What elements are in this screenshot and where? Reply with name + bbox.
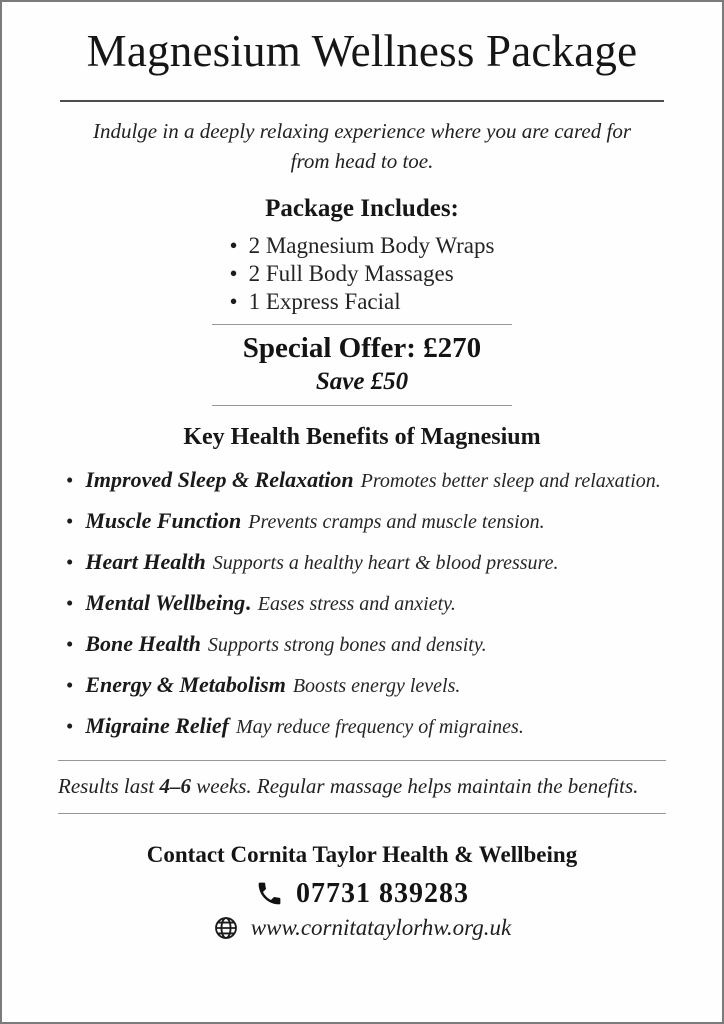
package-list-item	[230, 260, 495, 288]
offer-top-divider	[212, 324, 512, 325]
benefit-description: Eases stress and anxiety.	[257, 593, 456, 616]
website-url: www.cornitataylorhw.org.uk	[250, 914, 512, 940]
bullet-icon: •	[66, 509, 74, 534]
benefit-description: Prevents cramps and muscle tension.	[248, 511, 545, 534]
bullet-icon: •	[66, 468, 74, 493]
page-title: Magnesium Wellness Package	[86, 26, 638, 76]
bullet-icon: •	[229, 232, 238, 258]
benefit-item	[66, 671, 666, 699]
subtitle: Indulge in a deeply relaxing experience where you are cared for from head to toe.	[92, 119, 632, 173]
benefit-item	[66, 548, 666, 576]
benefit-item	[66, 589, 666, 617]
results-bottom-divider	[58, 813, 666, 814]
bullet-icon: •	[229, 289, 238, 315]
package-item-label: 1 Express Facial	[248, 289, 401, 315]
benefits-heading: Key Health Benefits of Magnesium	[183, 423, 541, 450]
special-offer-price: Special Offer: £270	[242, 332, 482, 365]
package-item-label: 2 Magnesium Body Wraps	[248, 232, 495, 258]
benefit-title: Muscle Function	[85, 508, 242, 534]
phone-row	[58, 878, 666, 910]
package-item-label: 2 Full Body Massages	[248, 260, 454, 286]
benefit-title: Mental Wellbeing	[85, 590, 246, 616]
title-underline-rule	[60, 100, 664, 102]
benefit-description: May reduce frequency of migraines.	[235, 716, 524, 739]
bullet-icon: •	[66, 550, 74, 575]
results-note-prefix: Results last	[58, 774, 160, 799]
results-note	[58, 772, 666, 801]
benefit-title: Heart Health	[85, 549, 206, 575]
benefit-title: Energy & Metabolism	[85, 672, 286, 698]
results-note-range: 4–6	[159, 774, 192, 799]
benefit-separator: .	[245, 590, 251, 616]
package-list-item	[230, 232, 495, 260]
benefits-list	[58, 466, 666, 740]
bullet-icon: •	[66, 591, 74, 616]
globe-icon	[213, 915, 239, 941]
benefit-item	[66, 712, 666, 740]
package-list-item	[230, 288, 495, 316]
results-note-suffix: weeks. Regular massage helps maintain the benefits.	[191, 774, 639, 799]
phone-number: 07731 839283	[296, 877, 469, 909]
package-includes-heading: Package Includes:	[265, 194, 459, 222]
package-list	[230, 232, 495, 317]
benefit-item	[66, 466, 666, 494]
benefit-item	[66, 630, 666, 658]
phone-icon	[255, 879, 284, 908]
benefit-item	[66, 507, 666, 535]
special-offer-saving: Save £50	[315, 367, 409, 395]
benefit-description: Supports strong bones and density.	[207, 634, 487, 657]
benefit-title: Improved Sleep & Relaxation	[85, 467, 354, 493]
benefit-title: Migraine Relief	[85, 713, 229, 739]
bullet-icon: •	[66, 632, 74, 657]
benefit-title: Bone Health	[85, 631, 201, 657]
benefit-description: Supports a healthy heart & blood pressure.	[212, 552, 559, 575]
results-top-divider	[58, 760, 666, 761]
bullet-icon: •	[66, 714, 74, 739]
benefit-description: Boosts energy levels.	[292, 675, 461, 698]
benefit-description: Promotes better sleep and relaxation.	[360, 470, 661, 493]
contact-heading: Contact Cornita Taylor Health & Wellbeing	[146, 841, 578, 867]
flyer-page	[2, 2, 722, 941]
bullet-icon: •	[229, 260, 238, 286]
website-row	[58, 915, 666, 941]
offer-bottom-divider	[212, 405, 512, 406]
bullet-icon: •	[66, 673, 74, 698]
